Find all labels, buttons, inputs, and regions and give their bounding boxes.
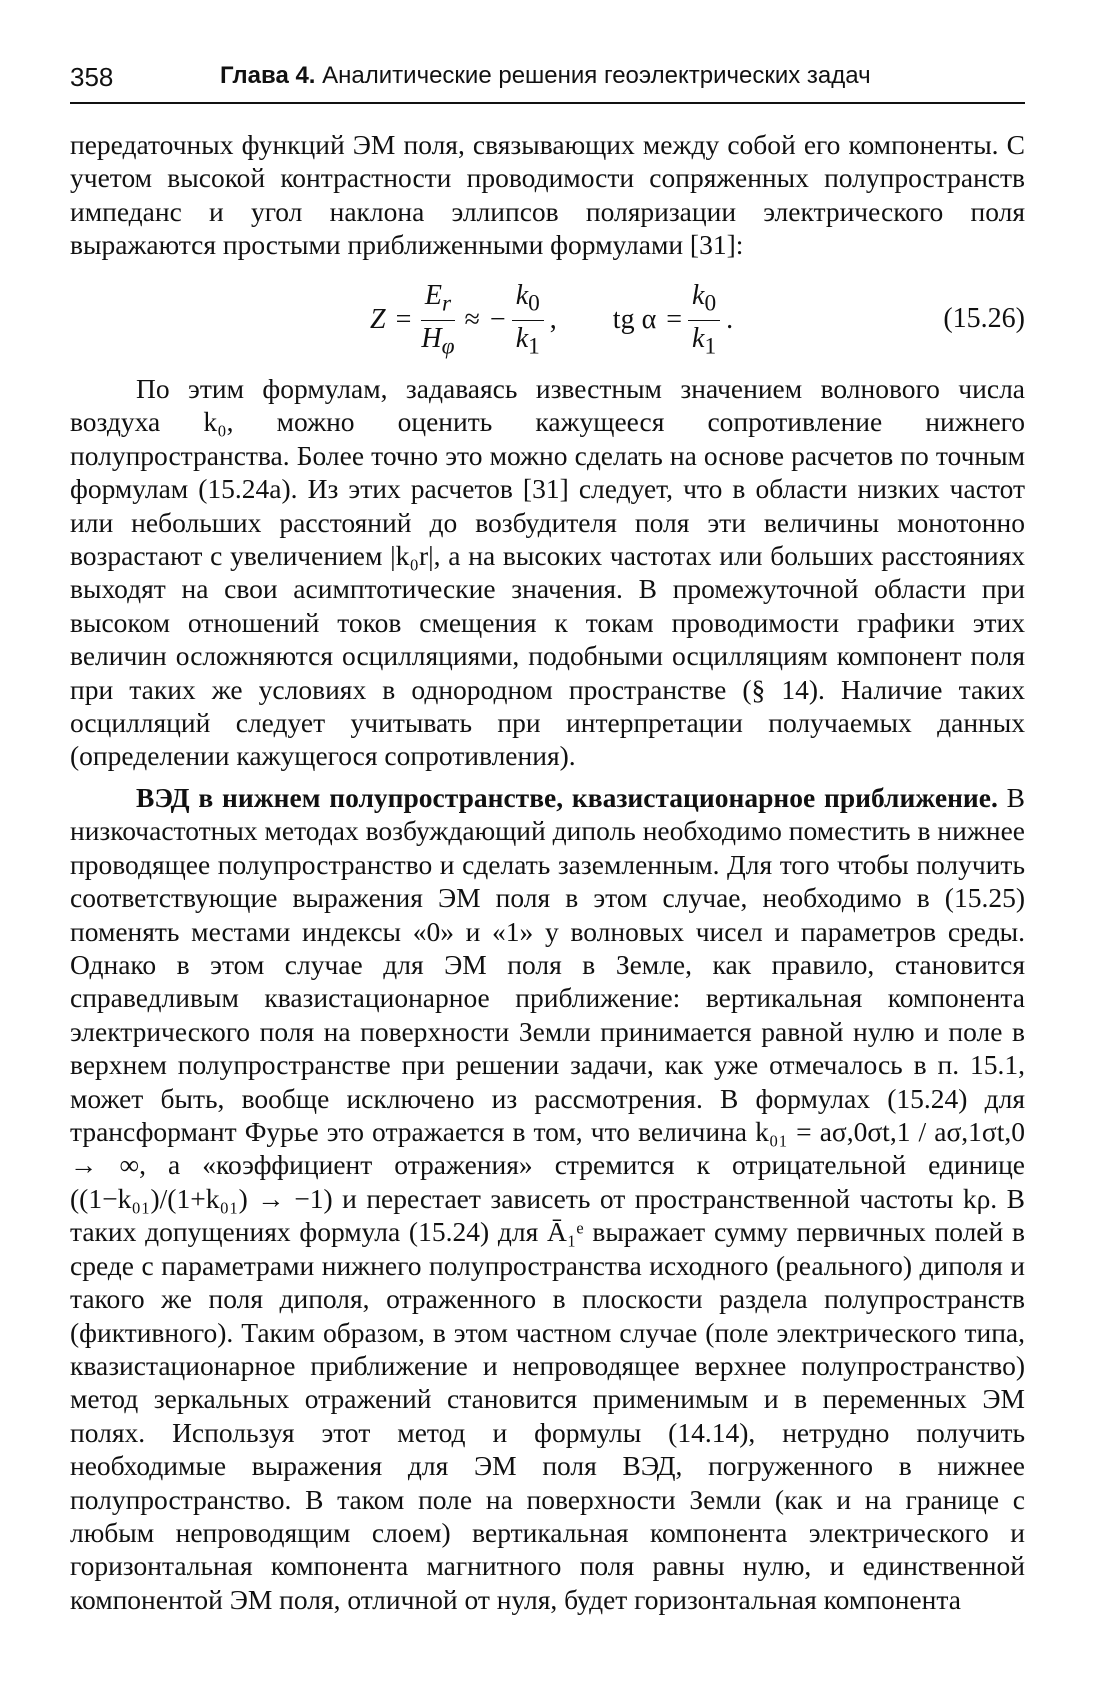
equals-sign-2: = bbox=[666, 304, 683, 335]
k1-subscript: 1 bbox=[528, 333, 540, 360]
impedance-symbol: Z bbox=[370, 304, 386, 335]
fraction-k0-k1 bbox=[512, 280, 544, 360]
period: . bbox=[726, 304, 734, 335]
chapter-title: Аналитические решения геоэлектрических задач bbox=[322, 62, 871, 89]
fraction-er-hphi bbox=[417, 280, 458, 360]
hphi-symbol: H bbox=[421, 322, 442, 354]
equation-number: (15.26) bbox=[943, 303, 1025, 334]
page-number: 358 bbox=[70, 62, 114, 92]
equation-15-26 bbox=[70, 272, 1025, 368]
paragraph-2-text: По этим формулам, задаваясь известным значением волнового числа воздуха k₀, можно оценить кажущееся сопротивление нижнего полупространства. Более точно это можно сделать на основе расчетов по точным формулам (15.24а). Из этих расчетов [31] следует, что в области низких частот или небольших расстояний до возбудителя поля эти величины монотонно возрастают с увеличением |k₀r|, а на высоких частотах или больших расстояниях выходят на свои асимптотические значения. В промежуточной области при высоком отношений токов смещения к токам проводимости графики этих величин осложняются осцилляциями, подобными осцилляциям компонент поля при таких же условиях в однородном пространстве (§ 14). Наличие таких осцилляций следует учитывать при интерпретации получаемых данных (определении кажущегося сопротивления). bbox=[70, 373, 1025, 772]
k1-symbol-2: k bbox=[692, 322, 705, 354]
paragraph-3-text bbox=[70, 781, 1025, 1616]
paragraph-3 bbox=[70, 781, 1025, 1616]
tg-alpha: tg α bbox=[612, 304, 657, 335]
hphi-subscript: φ bbox=[441, 333, 455, 360]
paragraph-1-text: передаточных функций ЭМ поля, связывающих между собой его компоненты. С учетом высокой контрастности проводимости сопряженных полупространств импеданс и угол наклона эллипсов поляризации электрического поля выражаются простыми приближенными формулами [31]: bbox=[70, 129, 1025, 261]
paragraph-3-body: В низкочастотных методах возбуждающий диполь необходимо поместить в нижнее проводящее полупространство и сделать заземленным. Для того чтобы получить соответствующие выражения ЭМ поля в этом случае, необходимо в (15.25) поменять местами индексы «0» и «1» у волновых чисел и параметров среды. Однако в этом случае для ЭМ поля в Земле, как правило, становится справедливым квазистационарное приближение: вертикальная компонента электрического поля на поверхности Земли принимается равной нулю и поле в верхнем полупространстве при решении задачи, как уже отмечалось в п. 15.1, может быть, вообще исключено из рассмотрения. В формулах (15.24) для трансформант Фурье это отражается в том, что величина k₀₁ = aσ,0σt,1 / aσ,1σt,0 → ∞, а «коэффициент отражения» стремится к отрицательной единице ((1−k₀₁)/(1+k₀₁) → −1) и перестает зависеть от пространственной частоты kρ. В таких допущениях формула (15.24) для Ā₁ᵉ выражает сумму первичных полей в среде с параметрами нижнего полупространства исходного (реального) диполя и такого же поля диполя, отраженного в плоскости раздела полупространств (фиктивного). Таким образом, в этом частном случае (поле электрического типа, квазистационарное приближение и непроводящее верхнее полупространство) метод зеркальных отражений становится применимым и в переменных ЭМ полях. Используя этот метод и формулы (14.14), нетрудно получить необходимые выражения для ЭМ поля ВЭД, погруженного в нижнее полупространство. В таком поле на поверхности Земли (как и на границе с любым непроводящим слоем) вертикальная компонента электрического и горизонтальная компонента магнитного поля равны нулю, и единственной компонентой ЭМ поля, отличной от нуля, будет горизонтальная компонента bbox=[70, 782, 1025, 1615]
er-subscript: r bbox=[441, 290, 452, 317]
k1-symbol: k bbox=[515, 322, 529, 354]
k0-symbol-2: k bbox=[692, 279, 705, 311]
running-header bbox=[70, 62, 1025, 104]
running-title bbox=[220, 62, 871, 90]
paragraph-2 bbox=[70, 372, 1025, 773]
k0-symbol: k bbox=[515, 279, 529, 311]
section-heading: ВЭД в нижнем полупространстве, квазистационарное приближение. bbox=[136, 782, 998, 813]
equation-body bbox=[370, 272, 733, 368]
k0-subscript: 0 bbox=[528, 290, 540, 317]
chapter-label: Глава 4. bbox=[220, 62, 316, 89]
approx-sign: ≈ bbox=[464, 304, 480, 335]
fraction-k0-k1-2 bbox=[688, 280, 720, 360]
paragraph-1 bbox=[70, 128, 1025, 262]
k0-subscript-2: 0 bbox=[704, 290, 717, 317]
comma: , bbox=[549, 304, 557, 335]
equals-sign: = bbox=[395, 304, 412, 335]
er-symbol: E bbox=[424, 279, 442, 311]
minus-sign: − bbox=[489, 304, 506, 335]
k1-subscript-2: 1 bbox=[704, 333, 717, 360]
